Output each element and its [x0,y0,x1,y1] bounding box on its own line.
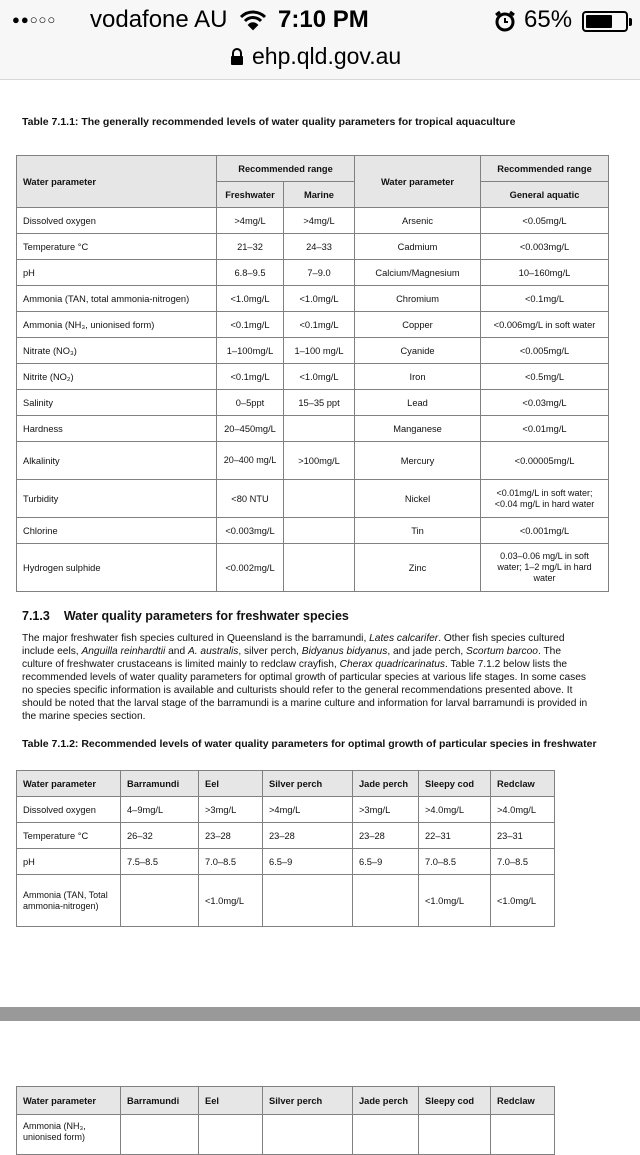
param-cell: pH [17,260,217,286]
marine-cell: <0.1mg/L [284,312,355,338]
value-cell: >3mg/L [353,797,419,823]
header-sleepy-cod: Sleepy cod [419,1087,491,1115]
value-cell: >4mg/L [263,797,353,823]
param-cell: Nitrite (NO₂) [17,364,217,390]
param2-cell: Mercury [355,442,481,480]
address-bar[interactable] [0,40,640,80]
species-name: Lates calcarifer [369,633,439,644]
marine-cell [284,480,355,518]
alarm-icon [494,10,516,37]
param-cell: Salinity [17,390,217,416]
value-cell [419,1115,491,1155]
header-eel: Eel [199,771,263,797]
marine-cell [284,416,355,442]
header-redclaw: Redclaw [491,1087,555,1115]
general-cell: <0.03mg/L [481,390,609,416]
param-cell: pH [17,849,121,875]
general-cell: <0.01mg/L in soft water; <0.04 mg/L in hard water [481,480,609,518]
param-cell: Dissolved oxygen [17,208,217,234]
param-cell: Ammonia (TAN, Total ammonia-nitrogen) [17,875,121,927]
value-cell [121,1115,199,1155]
table-7-1-2-caption: Table 7.1.2: Recommended levels of water quality parameters for optimal growth of particular species in freshwater [22,738,597,750]
value-cell [491,1115,555,1155]
value-cell: 23–28 [353,823,419,849]
battery-percentage: 65% [524,6,573,33]
section-number: 7.1.3 [22,609,50,623]
header-silver-perch: Silver perch [263,1087,353,1115]
marine-cell [284,518,355,544]
general-cell: <0.05mg/L [481,208,609,234]
marine-cell: >4mg/L [284,208,355,234]
param-cell: Alkalinity [17,442,217,480]
param-cell: Nitrate (NO₃) [17,338,217,364]
param-cell: Ammonia (NH₃, unionised form) [17,312,217,338]
species-name: A. australis [187,646,239,657]
table-row [17,364,609,390]
param2-cell: Nickel [355,480,481,518]
table-7-1-1-caption: Table 7.1.1: The generally recommended levels of water quality parameters for tropical aquaculture [22,116,516,128]
param-cell: Temperature °C [17,234,217,260]
value-cell: 7.0–8.5 [491,849,555,875]
general-cell: 0.03–0.06 mg/L in soft water; 1–2 mg/L in hard water [481,544,609,592]
table-row [17,1115,555,1155]
param-cell: Hardness [17,416,217,442]
general-cell: <0.5mg/L [481,364,609,390]
text-run: The major freshwater fish species cultured in Queensland is the barramundi, [22,633,370,644]
species-name: Cherax quadricarinatus [339,659,445,670]
value-cell: >4.0mg/L [491,797,555,823]
text-run: . Other fish species cultured include eels, [22,633,565,657]
header-water-parameter: Water parameter [17,156,217,208]
section-title: Water quality parameters for freshwater species [63,609,349,623]
text-run: . The culture of freshwater crustaceans is limited mainly to redclaw crayfish, [22,646,561,670]
value-cell: >4.0mg/L [419,797,491,823]
table-row [17,544,609,592]
marine-cell: 7–9.0 [284,260,355,286]
text-run: and [165,646,188,657]
header-jade-perch: Jade perch [353,771,419,797]
species-name: Anguilla reinhardtii [81,646,166,657]
general-cell: <0.003mg/L [481,234,609,260]
freshwater-cell: >4mg/L [217,208,284,234]
value-cell [263,875,353,927]
value-cell: 6.5–9 [353,849,419,875]
param2-cell: Lead [355,390,481,416]
param2-cell: Arsenic [355,208,481,234]
value-cell: 23–31 [491,823,555,849]
marine-cell: >100mg/L [284,442,355,480]
header-silver-perch: Silver perch [263,771,353,797]
page-url[interactable]: ehp.qld.gov.au [252,43,402,69]
clock: 7:10 PM [278,6,369,33]
water-quality-table-general [16,155,609,592]
param-cell: Chlorine [17,518,217,544]
value-cell: 26–32 [121,823,199,849]
header-recommended-range: Recommended range [217,156,355,182]
value-cell: 7.0–8.5 [199,849,263,875]
param2-cell: Tin [355,518,481,544]
value-cell: 7.0–8.5 [419,849,491,875]
header-barramundi: Barramundi [121,1087,199,1115]
value-cell [121,875,199,927]
param2-cell: Copper [355,312,481,338]
header-freshwater: Freshwater [217,182,284,208]
freshwater-cell: 0–5ppt [217,390,284,416]
value-cell: 7.5–8.5 [121,849,199,875]
freshwater-cell: 20–400 mg/L [217,442,284,480]
value-cell: 23–28 [199,823,263,849]
header-marine: Marine [284,182,355,208]
header-water-parameter: Water parameter [17,1087,121,1115]
marine-cell: 24–33 [284,234,355,260]
header-barramundi: Barramundi [121,771,199,797]
param-cell: Ammonia (TAN, total ammonia-nitrogen) [17,286,217,312]
table-row [17,442,609,480]
freshwater-cell: <0.1mg/L [217,364,284,390]
header-sleepy-cod: Sleepy cod [419,771,491,797]
param2-cell: Cyanide [355,338,481,364]
value-cell: 22–31 [419,823,491,849]
text-run: , and jade perch, [387,646,467,657]
wifi-icon [240,9,266,36]
freshwater-cell: <1.0mg/L [217,286,284,312]
param-cell: Turbidity [17,480,217,518]
table-row [17,390,609,416]
value-cell: 6.5–9 [263,849,353,875]
freshwater-cell: 20–450mg/L [217,416,284,442]
header-water-parameter: Water parameter [17,771,121,797]
lock-icon [230,48,244,71]
table-row [17,518,609,544]
param-cell: Temperature °C [17,823,121,849]
marine-cell: <1.0mg/L [284,364,355,390]
value-cell [353,1115,419,1155]
carrier-name: vodafone AU [90,6,228,33]
general-cell: <0.005mg/L [481,338,609,364]
param-cell: Ammonia (NH₃, unionised form) [17,1115,121,1155]
section-paragraph [22,632,588,723]
marine-cell: <1.0mg/L [284,286,355,312]
value-cell [353,875,419,927]
freshwater-cell: <0.003mg/L [217,518,284,544]
header-water-parameter-2: Water parameter [355,156,481,208]
freshwater-cell: <0.002mg/L [217,544,284,592]
table-row [17,260,609,286]
table-row [17,480,609,518]
general-cell: <0.01mg/L [481,416,609,442]
freshwater-cell: <0.1mg/L [217,312,284,338]
param2-cell: Calcium/Magnesium [355,260,481,286]
table-row [17,797,555,823]
value-cell [199,1115,263,1155]
header-redclaw: Redclaw [491,771,555,797]
header-general-aquatic: General aquatic [481,182,609,208]
table-row [17,208,609,234]
table-row [17,875,555,927]
value-cell [263,1115,353,1155]
marine-cell [284,544,355,592]
table-row [17,312,609,338]
text-run: , silver perch, [238,646,302,657]
battery-icon [582,11,628,32]
freshwater-cell: 21–32 [217,234,284,260]
general-cell: <0.1mg/L [481,286,609,312]
water-quality-table-species [16,770,555,927]
table-row [17,416,609,442]
param2-cell: Cadmium [355,234,481,260]
page-break [0,1007,640,1021]
param2-cell: Zinc [355,544,481,592]
freshwater-cell: 1–100mg/L [217,338,284,364]
general-cell: <0.001mg/L [481,518,609,544]
species-name: Bidyanus bidyanus [301,646,388,657]
value-cell: <1.0mg/L [491,875,555,927]
value-cell: >3mg/L [199,797,263,823]
species-name: Scortum barcoo [466,646,538,657]
param2-cell: Iron [355,364,481,390]
value-cell: 4–9mg/L [121,797,199,823]
marine-cell: 15–35 ppt [284,390,355,416]
value-cell: <1.0mg/L [419,875,491,927]
section-heading [22,609,349,623]
text-run: . Table 7.1.2 below lists the recommended levels of water quality parameters for optimal growth of particular species at various life stages. In some cases no species specific information is available and culturists should refer to the general recommendations presented above. It should be noted that the larval stage of the barramundi is a marine culture and information for larval barramundi is provided in the marine species section. [22,659,588,722]
param2-cell: Manganese [355,416,481,442]
value-cell: <1.0mg/L [199,875,263,927]
marine-cell: 1–100 mg/L [284,338,355,364]
table-row [17,338,609,364]
param-cell: Hydrogen sulphide [17,544,217,592]
water-quality-table-species-continued [16,1086,555,1155]
freshwater-cell: <80 NTU [217,480,284,518]
table-row [17,286,609,312]
table-row [17,823,555,849]
general-cell: <0.006mg/L in soft water [481,312,609,338]
header-jade-perch: Jade perch [353,1087,419,1115]
header-eel: Eel [199,1087,263,1115]
general-cell: 10–160mg/L [481,260,609,286]
param-cell: Dissolved oxygen [17,797,121,823]
param2-cell: Chromium [355,286,481,312]
table-row [17,234,609,260]
table-row [17,849,555,875]
value-cell: 23–28 [263,823,353,849]
signal-strength-icon: ●●○○○ [12,12,57,27]
status-bar [0,0,640,40]
header-recommended-range-2: Recommended range [481,156,609,182]
general-cell: <0.00005mg/L [481,442,609,480]
freshwater-cell: 6.8–9.5 [217,260,284,286]
